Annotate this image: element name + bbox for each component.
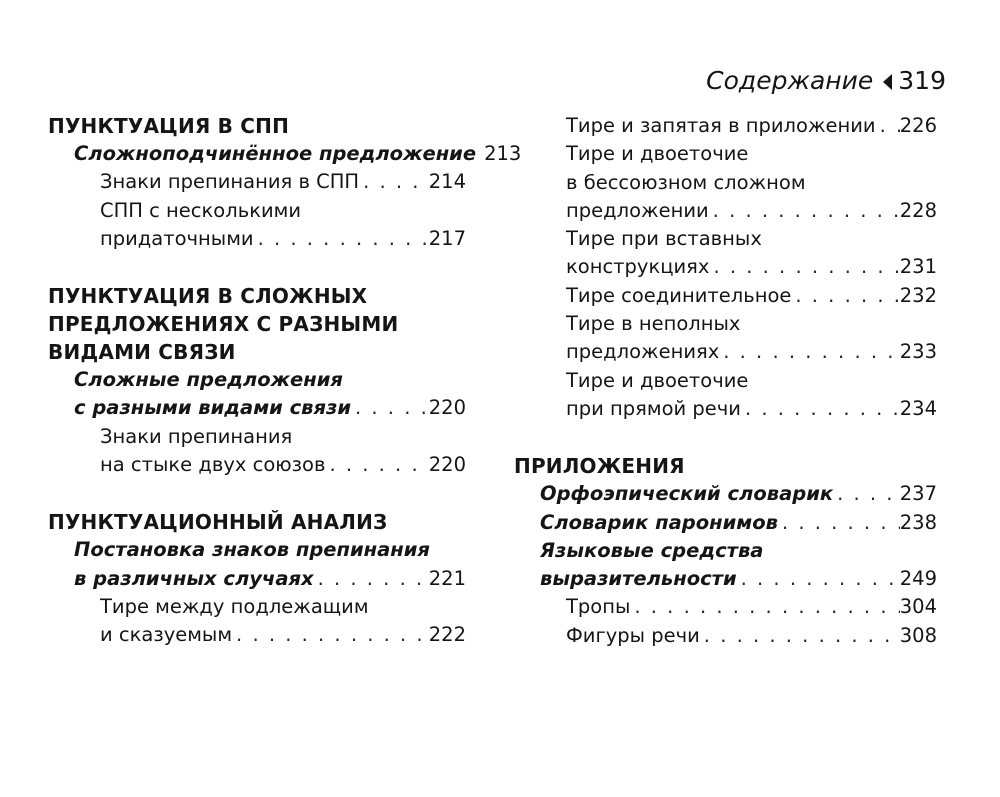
section-heading-line: ВИДАМИ СВЯЗИ (48, 340, 236, 365)
toc-entry[interactable] (48, 140, 522, 168)
toc-entry[interactable] (48, 593, 466, 650)
toc-section-analysis (48, 508, 466, 649)
toc-entry[interactable] (514, 112, 937, 140)
section-heading-line: ПУНКТУАЦИЯ В СЛОЖНЫХ (48, 284, 368, 309)
entry-title: предложении (566, 198, 709, 222)
entry-title: и сказуемым (100, 623, 233, 647)
entry-title-line: Тире при вставных (566, 227, 762, 251)
page-number: 319 (898, 66, 946, 95)
entry-title-line: Тире и двоеточие (566, 368, 749, 392)
entry-page: 214 (428, 170, 466, 194)
toc-entry[interactable] (514, 509, 937, 537)
entry-title-line: Сложные предложения (74, 368, 343, 392)
entry-title: выразительности (540, 567, 737, 591)
section-heading: ПУНКТУАЦИОННЫЙ АНАЛИЗ (48, 510, 388, 535)
entry-page: 217 (428, 226, 466, 250)
entry-title-line: Языковые средства (540, 538, 764, 562)
toc-entry[interactable] (48, 536, 466, 593)
toc-right-column (514, 112, 937, 650)
entry-title: Словарик паронимов (540, 510, 778, 534)
toc-entry[interactable] (48, 197, 466, 254)
entry-title-line: Постановка знаков препинания (74, 538, 430, 562)
triangle-left-icon (883, 74, 892, 90)
toc-left-column (48, 112, 522, 650)
entry-title: Тире соединительное (566, 283, 792, 307)
toc-entry[interactable] (514, 480, 937, 508)
toc-entry[interactable] (514, 282, 937, 310)
entry-page: 249 (899, 567, 937, 591)
section-heading-line: ПРЕДЛОЖЕНИЯХ С РАЗНЫМИ (48, 312, 399, 337)
entry-title-line: в бессоюзном сложном (566, 170, 806, 194)
toc-entry[interactable] (514, 225, 937, 282)
toc-section-mixed (48, 282, 466, 479)
entry-title: Тропы (566, 595, 631, 619)
toc-entry[interactable] (514, 140, 937, 225)
entry-page: 226 (899, 114, 937, 137)
running-head-title: Содержание (706, 66, 874, 95)
entry-title: на стыке двух союзов (100, 453, 326, 477)
toc-entry[interactable] (514, 537, 937, 594)
entry-page: 221 (428, 566, 466, 590)
entry-title: Тире и запятая в приложении (566, 114, 876, 137)
entry-title: Сложноподчинённое предложение (74, 142, 477, 165)
entry-page: 237 (899, 482, 937, 506)
toc-entry[interactable] (514, 310, 937, 367)
entry-page: 220 (428, 453, 466, 477)
toc-entry[interactable] (514, 593, 937, 621)
entry-page: 228 (899, 198, 937, 222)
entry-title-line: Тире в неполных (566, 312, 741, 336)
section-heading: ПУНКТУАЦИЯ В СПП (48, 114, 290, 138)
entry-page: 213 (484, 142, 522, 165)
entry-page: 233 (899, 340, 937, 364)
entry-page: 220 (428, 396, 466, 420)
section-heading: ПРИЛОЖЕНИЯ (514, 454, 685, 479)
entry-title: в различных случаях (74, 566, 314, 590)
entry-title-line: Знаки препинания (100, 424, 293, 448)
toc-section-spp (48, 112, 522, 253)
entry-page: 308 (899, 623, 937, 647)
running-head (706, 64, 946, 98)
entry-page: 304 (899, 595, 937, 619)
entry-title: Знаки препинания в СПП (100, 170, 360, 194)
entry-title: конструкциях (566, 255, 710, 279)
entry-title: при прямой речи (566, 396, 741, 420)
toc-section-dash-continued (514, 112, 937, 423)
toc-entry[interactable] (48, 366, 466, 423)
entry-title: с разными видами связи (74, 396, 352, 420)
entry-page: 238 (899, 510, 937, 534)
entry-title: Орфоэпический словарик (540, 482, 834, 506)
entry-title: предложениях (566, 340, 720, 364)
entry-page: 222 (428, 623, 466, 647)
toc-entry[interactable] (48, 423, 466, 480)
toc-entry[interactable] (514, 622, 937, 650)
entry-title-line: Тире и двоеточие (566, 142, 749, 166)
toc-entry[interactable] (48, 168, 466, 196)
toc-section-appendix (514, 452, 937, 650)
entry-title-line: СПП с несколькими (100, 198, 302, 222)
entry-page: 231 (899, 255, 937, 279)
entry-title: Фигуры речи (566, 623, 700, 647)
entry-title: придаточными (100, 226, 254, 250)
entry-title-line: Тире между подлежащим (100, 594, 369, 618)
toc-entry[interactable] (514, 367, 937, 424)
entry-page: 232 (899, 283, 937, 307)
entry-page: 234 (899, 396, 937, 420)
